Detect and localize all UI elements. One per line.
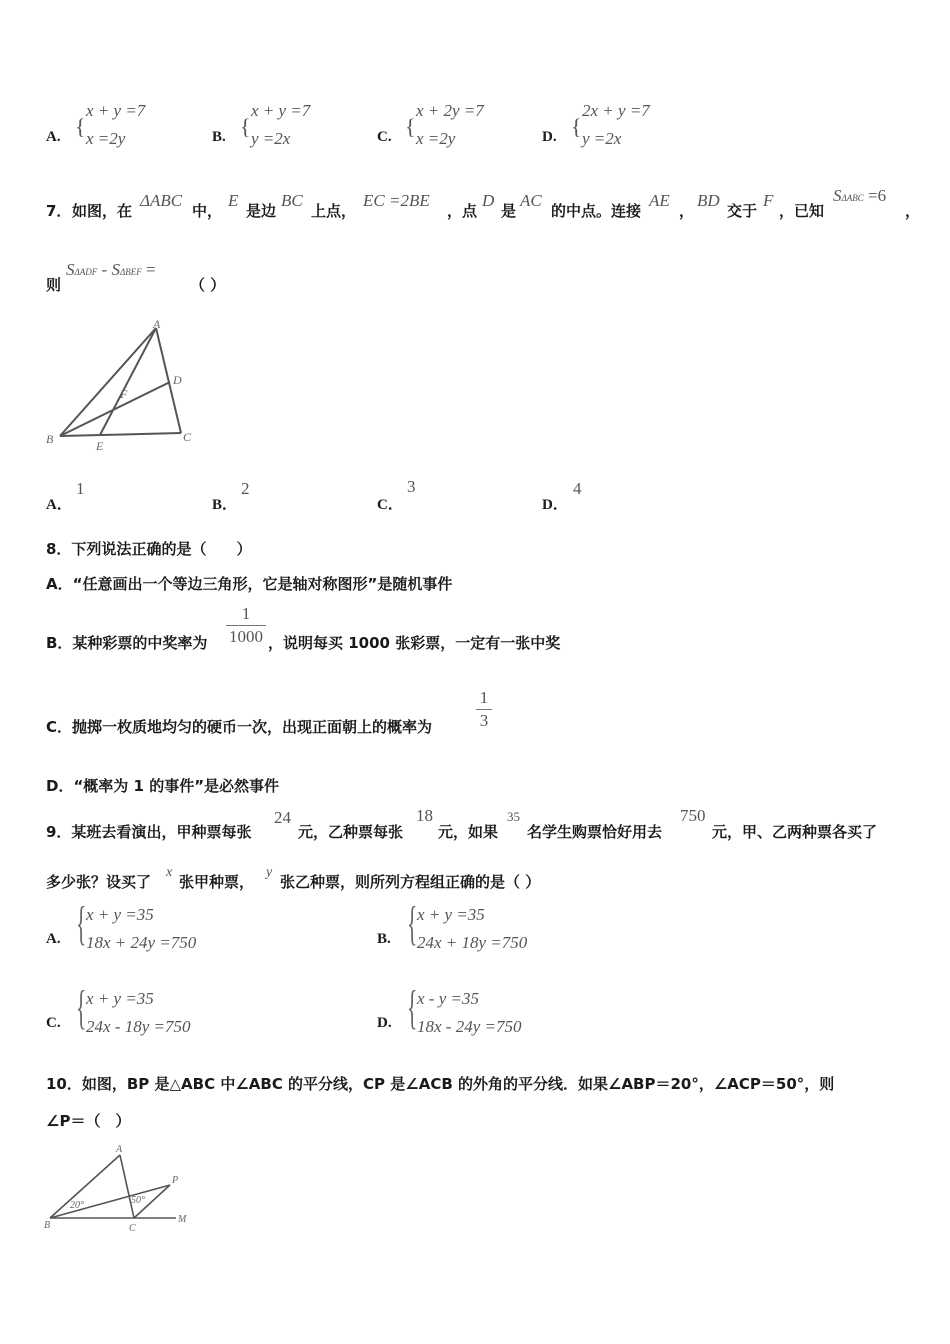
q7-number: 7．	[46, 202, 72, 220]
q8-stem: 8．下列说法正确的是（ ）	[46, 540, 252, 558]
q6-option-a-brace: {	[75, 114, 86, 139]
q7-math-triangle: ΔABC	[140, 191, 183, 210]
q9-option-b-eq1: x + y =35	[417, 905, 485, 924]
q7-math-e: E	[228, 191, 239, 210]
q8-option-d: D．“概率为 1 的事件”是必然事件	[46, 777, 280, 795]
q9-option-c-label: C.	[46, 1015, 61, 1031]
q9-line2-text-3: 张乙种票，则所列方程组正确的是（ ）	[280, 873, 541, 891]
q7-diff-sub1: ΔADF	[74, 267, 98, 277]
q10-label-c: C	[129, 1223, 136, 1234]
q8-option-b-prefix: B．某种彩票的中奖率为	[46, 634, 208, 652]
q7-text-3: 是边	[246, 202, 277, 220]
q9-text-1: 9．某班去看演出，甲种票每张	[46, 823, 252, 841]
q9-option-a-eq2: 18x + 24y =750	[86, 933, 197, 952]
q7-segment-bc	[60, 433, 181, 436]
q7-text-8: ，	[679, 202, 695, 220]
q7-area-s: S	[833, 186, 842, 205]
q6-option-a-label: A.	[46, 129, 61, 145]
q7-math-bc: BC	[281, 191, 303, 210]
q10-angle-50: 50°	[131, 1195, 145, 1206]
q7-triangle-figure	[40, 312, 210, 460]
q6-option-c-label: C.	[377, 129, 392, 145]
q9-math-35: 35	[507, 809, 520, 824]
q10-label-m: M	[178, 1214, 187, 1225]
q7-text-5: ，点	[447, 202, 478, 220]
q9-option-a-brace: {	[76, 897, 87, 950]
q7-option-d-label: D．	[542, 497, 568, 513]
q8-c-denominator: 3	[479, 711, 489, 730]
q6-option-b-label: B.	[212, 129, 226, 145]
q9-line2-text-1: 多少张？设买了	[46, 873, 152, 891]
q9-option-c-eq1: x + y =35	[86, 989, 154, 1008]
q6-option-d-eq1: 2x + y =7	[582, 101, 650, 120]
q6-option-a-eq1: x + y =7	[86, 101, 146, 120]
q8-c-fraction-bar	[476, 709, 492, 710]
q7-math-ae: AE	[649, 191, 670, 210]
q7-text-4: 上点，	[311, 202, 357, 220]
q9-text-5: 元，甲、乙两种票各买了	[712, 823, 878, 841]
q9-option-c-brace: {	[76, 981, 87, 1034]
q7-option-b-label: B．	[212, 497, 238, 513]
q8-b-fraction-bar	[226, 625, 266, 626]
q7-math-area-abc	[833, 186, 886, 206]
q6-option-c-eq1: x + 2y =7	[416, 101, 484, 120]
q10-segment-ac	[120, 1155, 134, 1218]
q7-text-7: 的中点。连接	[551, 202, 642, 220]
q7-diff-sub2: ΔBEF	[119, 267, 142, 277]
q10-label-a: A	[116, 1144, 123, 1155]
q6-option-c-brace: {	[405, 114, 416, 139]
q9-text-4: 名学生购票恰好用去	[527, 823, 663, 841]
q7-answer-paren: （ ）	[190, 276, 226, 294]
q6-option-d-label: D.	[542, 129, 557, 145]
q6-option-a-eq2: x =2y	[86, 129, 126, 148]
q9-option-c-eq2: 24x - 18y =750	[86, 1017, 191, 1036]
q7-area-eq: =6	[868, 186, 887, 205]
q7-line2-text: 则	[46, 276, 62, 294]
q6-option-d-eq2: y =2x	[582, 129, 622, 148]
q8-option-b-suffix: ，说明每买 1000 张彩票，一定有一张中奖	[268, 634, 561, 652]
q6-option-b-eq2: y =2x	[251, 129, 291, 148]
q10-label-b: B	[44, 1220, 51, 1231]
q9-line2-text-2: 张甲种票，	[179, 873, 255, 891]
q7-option-b-value: 2	[241, 479, 250, 498]
q9-math-750: 750	[680, 806, 706, 825]
q7-label-b: B	[46, 432, 54, 446]
q7-option-a-label: A．	[46, 497, 72, 513]
q9-math-y: y	[266, 865, 273, 880]
q9-option-a-eq1: x + y =35	[86, 905, 154, 924]
q7-option-c-label: C．	[377, 497, 403, 513]
q9-math-18: 18	[416, 806, 433, 825]
q9-option-b-brace: {	[407, 897, 418, 950]
q7-area-sub: ΔABC	[841, 193, 864, 203]
q8-option-b-fraction	[226, 604, 266, 647]
q10-stem-line1: 10．如图，BP 是△ABC 中∠ABC 的平分线，CP 是∠ACB 的外角的平分线．如果∠ABP＝20°，∠ACP＝50°，则	[46, 1075, 835, 1093]
q7-option-a-value: 1	[76, 479, 85, 498]
q8-b-numerator: 1	[241, 604, 251, 623]
q9-option-d-label: D.	[377, 1015, 392, 1031]
q10-triangle-figure	[40, 1140, 200, 1236]
q7-math-ec: EC =2BE	[363, 191, 430, 210]
q8-c-numerator: 1	[479, 688, 489, 707]
q7-label-e: E	[96, 439, 104, 453]
q7-text-11: ，	[905, 202, 921, 220]
q6-option-c-eq2: x =2y	[416, 129, 456, 148]
q9-text-3: 元，如果	[438, 823, 499, 841]
q7-segment-bd	[60, 382, 170, 436]
q7-text-1: 如图，在	[72, 202, 133, 220]
q6-option-b-eq1: x + y =7	[251, 101, 311, 120]
q7-math-d: D	[482, 191, 495, 210]
q9-math-24: 24	[274, 808, 291, 827]
q9-text-2: 元，乙种票每张	[298, 823, 404, 841]
q9-option-b-eq2: 24x + 18y =750	[417, 933, 528, 952]
q10-angle-20: 20°	[70, 1200, 84, 1211]
q9-option-b-label: B.	[377, 931, 391, 947]
q9-option-d-brace: {	[407, 981, 418, 1034]
q10-stem-line2: ∠P＝（ ）	[46, 1112, 131, 1130]
q7-diff-eq: =	[145, 260, 156, 279]
q6-option-d-brace: {	[571, 114, 582, 139]
q7-text-9: 交于	[727, 202, 758, 220]
q7-math-f: F	[763, 191, 774, 210]
q9-option-a-label: A.	[46, 931, 61, 947]
q9-option-d-eq2: 18x - 24y =750	[417, 1017, 522, 1036]
q8-option-a: A．“任意画出一个等边三角形，它是轴对称图形”是随机事件	[46, 575, 453, 593]
q7-diff-op: - S	[101, 260, 120, 279]
q6-option-b-brace: {	[240, 114, 251, 139]
q7-math-difference	[66, 260, 156, 280]
q7-label-d: D	[173, 373, 182, 387]
q9-math-x: x	[166, 865, 173, 880]
q8-b-denominator: 1000	[229, 627, 263, 646]
q7-label-a: A	[153, 317, 161, 331]
q8-option-c-fraction	[476, 688, 492, 731]
q7-text-10: ，已知	[779, 202, 825, 220]
q7-text-6: 是	[501, 202, 517, 220]
q8-option-c-prefix: C．抛掷一枚质地均匀的硬币一次，出现正面朝上的概率为	[46, 718, 433, 736]
q9-option-d-eq1: x - y =35	[417, 989, 479, 1008]
q7-option-c-value: 3	[407, 477, 416, 496]
q7-math-bd: BD	[697, 191, 720, 210]
q10-label-p: P	[172, 1175, 179, 1186]
q7-diff-s1: S	[66, 260, 75, 279]
q7-label-c: C	[183, 430, 192, 444]
q7-option-d-value: 4	[573, 479, 582, 498]
q7-label-f: F	[120, 387, 128, 401]
q7-math-ac: AC	[520, 191, 542, 210]
q7-text-2: 中，	[192, 202, 223, 220]
